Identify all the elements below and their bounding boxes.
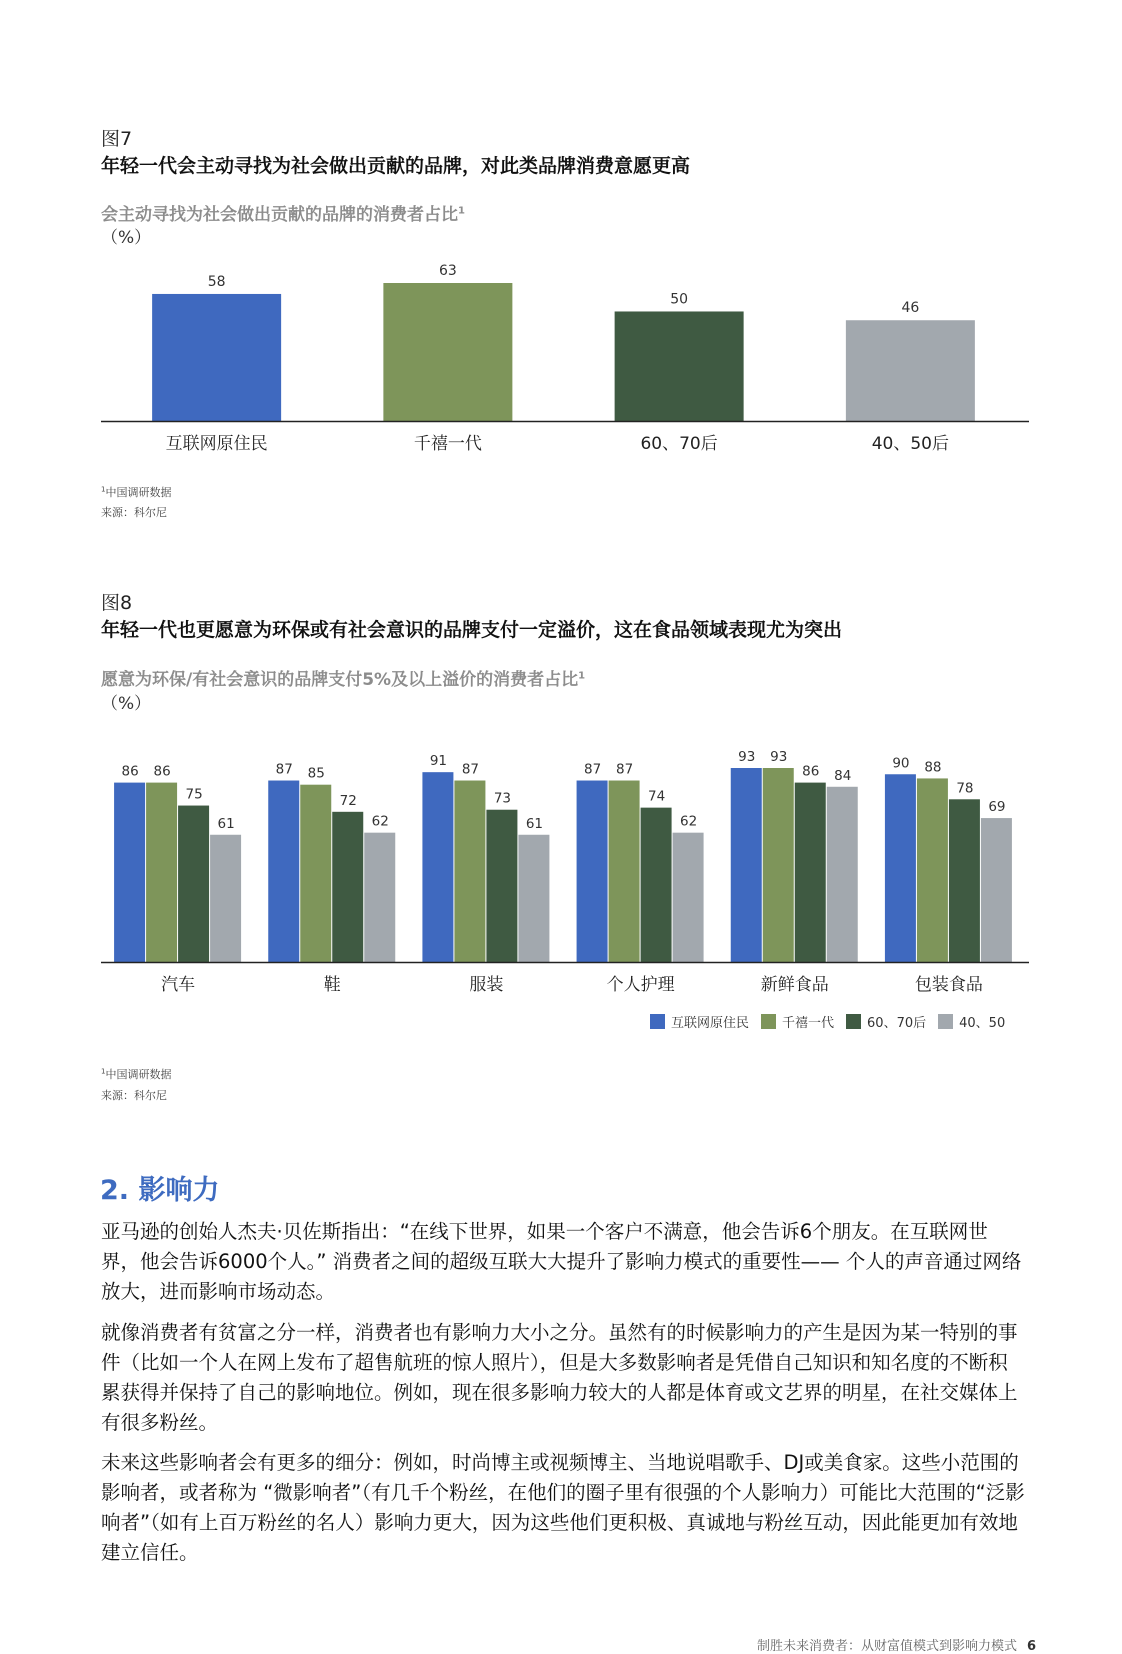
data-label: 84 [834,767,852,784]
legend-label: 千禧一代 [782,1016,835,1031]
data-label: 63 [438,263,457,279]
category-label: 千禧一代 [413,434,482,454]
data-label: 58 [207,273,226,290]
data-label: 91 [429,753,448,770]
legend-label: 40、50 [959,1016,1006,1031]
category-label: 汽车 [161,975,196,995]
bar [615,311,744,421]
bar [981,818,1012,962]
data-label: 61 [217,815,235,832]
data-label: 86 [153,763,171,780]
category-label: 服装 [469,975,504,995]
data-label: 78 [956,780,974,797]
bar [486,810,517,962]
fig8-subtitle-sup: 1 [578,670,586,682]
section-title: 2. 影响力 [100,1175,220,1206]
fig8-footnote-sup: 1 [101,1067,106,1076]
bar [763,768,794,962]
fig7-unit: （%） [101,228,152,248]
page-number: 6 [1026,1639,1036,1654]
legend-swatch [761,1014,776,1029]
bar [364,833,395,962]
fig8-unit: （%） [101,694,152,714]
bar [518,835,549,962]
fig8-title: 年轻一代也更愿意为环保或有社会意识的品牌支付一定溢价，这在食品领域表现尤为突出 [101,619,843,641]
fig7-footnote-text: 中国调研数据 [105,486,172,499]
category-label: 40、50后 [871,434,950,454]
fig8-source: 来源：科尔尼 [101,1089,167,1102]
data-label: 87 [275,761,293,778]
fig7-footnote [101,484,171,500]
legend-swatch [650,1014,665,1029]
bar [641,808,672,962]
footer-title: 制胜未来消费者：从财富值模式到影响力模式 [756,1639,1017,1654]
fig8-legend [650,1012,1030,1031]
fig7-footnote-sup: 1 [101,485,106,494]
data-label: 72 [339,792,357,809]
legend-item [761,1012,834,1031]
bar [178,806,209,962]
legend-swatch [846,1014,861,1029]
fig7-chart [0,0,1122,460]
data-label: 69 [988,799,1006,816]
data-label: 86 [121,763,139,780]
legend-label: 60、70后 [867,1016,927,1031]
bar [673,833,704,962]
legend-item [650,1012,749,1031]
bar [146,783,177,962]
bar [114,783,145,962]
fig8-label: 图8 [101,592,133,614]
data-label: 90 [892,755,910,772]
paragraph-2: 就像消费者有贫富之分一样，消费者也有影响力大小之分。虽然有的时候影响力的产生是因为某一特别的事件（比如一个人在网上发布了超售航班的惊人照片），但是大多数影响者是凭借自己知识和知名度的不断积累获得并保持了自己的影响地位。例如，现在很多影响力较大的人都是体育或文艺界的明星，在社交媒体上有很多粉丝。 [101,1321,1018,1434]
fig8-chart [0,700,1122,1000]
data-label: 62 [371,813,389,830]
bar [577,781,608,962]
category-label: 新鲜食品 [760,975,829,995]
paragraph-3: 未来这些影响者会有更多的细分：例如，时尚博主或视频博主、当地说唱歌手、DJ或美食家。这些小范围的影响者，或者称为 “微影响者”（有几千个粉丝，在他们的圈子里有很强的个人影响力）可能比大范围的“泛影响者”（如有上百万粉丝的名人）影响力更大，因为这些他们更积极、真诚地与粉丝互动，因此能更加有效地建立信任。 [101,1451,1025,1564]
data-label: 87 [461,761,480,778]
fig8-footnote [101,1066,171,1082]
bar [332,812,363,962]
legend-item [846,1012,926,1031]
legend-swatch [938,1014,953,1029]
data-label: 87 [583,761,602,778]
fig8-subtitle-text: 愿意为环保/有社会意识的品牌支付5%及以上溢价的消费者占比 [101,670,579,690]
bar [795,783,826,962]
bar [383,283,512,421]
fig7-subtitle-sup: 1 [458,205,465,217]
data-label: 50 [670,291,689,308]
fig7-label: 图7 [101,128,133,150]
page-footer [757,1635,1036,1654]
data-label: 93 [770,749,788,765]
data-label: 62 [679,813,698,830]
data-label: 73 [493,790,512,807]
data-label: 75 [185,786,203,803]
bar [731,768,762,962]
data-label: 85 [307,765,325,782]
data-label: 61 [525,815,544,832]
fig7-title: 年轻一代会主动寻找为社会做出贡献的品牌，对此类品牌消费意愿更高 [101,155,691,177]
bar [454,781,485,962]
bar [300,785,331,962]
bar [827,787,858,962]
bar [917,778,948,962]
fig8-subtitle [101,665,585,690]
bar [609,781,640,962]
bar [949,799,980,962]
category-label: 包装食品 [914,975,983,995]
bar [210,835,241,962]
data-label: 86 [802,763,820,780]
data-label: 74 [647,788,666,805]
data-label: 46 [901,300,920,317]
category-label: 鞋 [323,975,341,995]
fig7-subtitle-text: 会主动寻找为社会做出贡献的品牌的消费者占比 [101,205,458,225]
paragraph-1: 亚马逊的创始人杰夫·贝佐斯指出：“在线下世界，如果一个客户不满意，他会告诉6个朋友。在互联网世界，他会告诉6000个人。” 消费者之间的超级互联大大提升了影响力模式的重要性—— 个人的声音通过网络放大，进而影响市场动态。 [101,1220,1022,1303]
legend-item [938,1012,1005,1031]
category-label: 60、70后 [640,434,718,454]
data-label: 88 [924,759,942,776]
data-label: 87 [615,761,634,778]
fig8-footnote-text: 中国调研数据 [105,1068,172,1081]
data-label: 93 [738,749,756,765]
bar [268,781,299,962]
legend-label: 互联网原住民 [671,1016,750,1031]
category-label: 互联网原住民 [165,434,268,454]
bar [422,772,453,962]
bar [152,294,281,421]
category-label: 个人护理 [606,975,675,995]
fig7-source: 来源：科尔尼 [101,506,167,519]
bar [846,320,975,421]
bar [885,774,916,962]
